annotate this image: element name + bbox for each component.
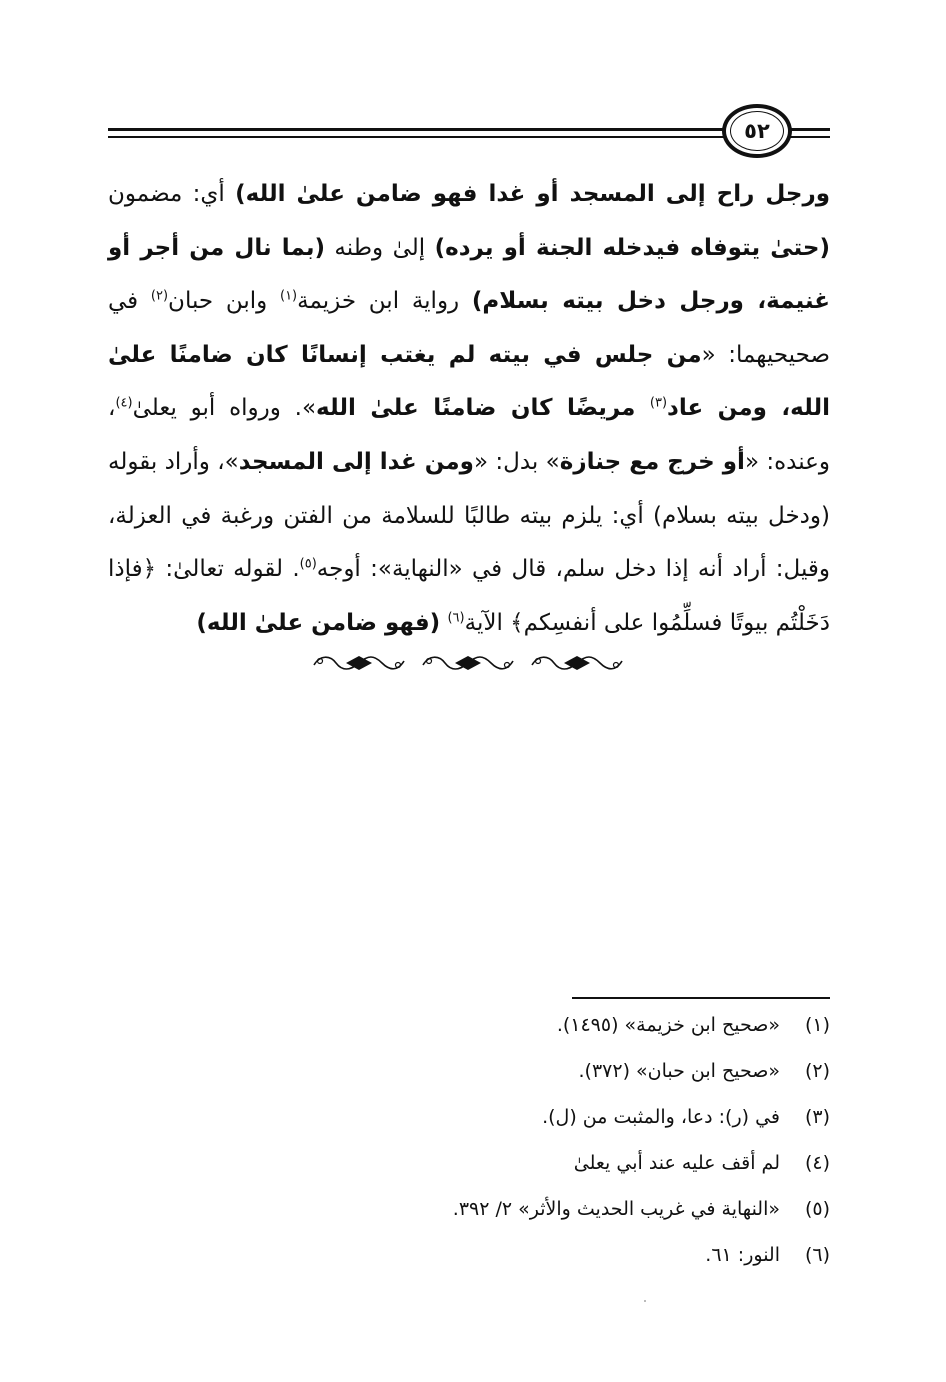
text-plain: أي: يلزم بيته طالبًا للسلامة من الفتن ورغبة في العزلة، وقيل: أراد أنه إذا دخل سلم، قال في «النهاية»: أوجه: [108, 502, 830, 583]
footnote-item: [300, 1194, 830, 1240]
text-bold: مريضًا كان ضامنًا علىٰ الله: [316, 395, 650, 422]
text-plain: رواية ابن خزيمة: [297, 288, 472, 315]
text-bold: ومن غدا إلى المسجد: [238, 448, 474, 475]
footnote-separator: [572, 997, 830, 999]
text-bold: أو خرج مع جنازة: [559, 448, 745, 475]
footnote-text: «النهاية في غريب الحديث والأثر» ٢/ ٣٩٢.: [452, 1198, 780, 1220]
footnote-ref-6[interactable]: (٦): [447, 610, 465, 626]
text-bold: من جلس في بيته لم يغتب إنسانًا كان ضامنًا علىٰ الله، ومن عاد: [108, 341, 830, 422]
flourish-icon: [419, 651, 517, 675]
footnote-item: [300, 1148, 830, 1194]
text-plain: أي: مضمون: [108, 181, 236, 207]
text-plain: » بدل: «: [473, 448, 560, 475]
footnote-number: (٤): [804, 1152, 830, 1174]
footnote-item: [300, 1240, 830, 1286]
footnote-number: (٥): [804, 1198, 830, 1220]
footnote-number: (١): [804, 1014, 830, 1036]
main-paragraph: [108, 168, 830, 650]
text-bold: ورجل راح إلى المسجد أو غدا فهو ضامن علىٰ الله): [235, 181, 830, 207]
footnote-list: [300, 1010, 830, 1286]
footnote-ref-1[interactable]: (١): [279, 288, 298, 304]
footnote-text: النور: ٦١.: [705, 1244, 780, 1266]
footnote-item: [300, 1102, 830, 1148]
footnote-ref-2[interactable]: (٢): [150, 288, 169, 304]
text-plain: في صحيحيهما: «: [108, 288, 830, 368]
footnote-text: «صحيح ابن حبان» (٣٧٢).: [578, 1060, 780, 1082]
footnote-ref-3[interactable]: (٣): [649, 395, 668, 411]
text-bold: (بما نال من أجر أو غنيمة، ورجل دخل بيته بسلام): [108, 234, 830, 315]
footnote-text: «صحيح ابن خزيمة» (١٤٩٥).: [556, 1014, 780, 1036]
page-number: ٥٢: [730, 111, 784, 151]
text-plain: ، وعنده: «: [108, 395, 831, 475]
text-plain: (ودخل بيته بسلام): [653, 502, 830, 529]
text-plain: وابن حبان: [168, 288, 280, 315]
footnote-text: لم أقف عليه عند أبي يعلىٰ: [573, 1152, 780, 1174]
footnote-number: (٦): [804, 1244, 830, 1266]
text-bold: (فهو ضامن علىٰ الله): [196, 609, 441, 636]
flourish-icon: [528, 651, 626, 675]
flourish-icon: [310, 651, 408, 675]
scan-speck: [644, 1300, 646, 1302]
text-plain: إلىٰ وطنه: [324, 234, 435, 261]
text-plain: . لقوله تعالىٰ: ﴿فإذا دَخَلْتُم بيوتًا فسلِّمُوا على أنفسِكم﴾ الآية: [108, 556, 830, 636]
footnote-item: [300, 1056, 830, 1102]
footnote-text: في (ر): دعا، والمثبت من (ل).: [542, 1106, 780, 1128]
page-number-badge: [722, 104, 792, 158]
footnote-number: (٣): [804, 1106, 830, 1128]
text-plain: »، وأراد بقوله: [108, 448, 239, 475]
text-bold: (حتىٰ يتوفاه فيدخله الجنة أو يرده): [434, 234, 830, 261]
section-divider-ornament: [310, 648, 626, 678]
footnote-ref-4[interactable]: (٤): [115, 395, 133, 411]
footnote-number: (٢): [804, 1060, 830, 1082]
footnote-ref-5[interactable]: (٥): [299, 556, 317, 572]
footnote-item: [300, 1010, 830, 1056]
text-plain: ». ورواه أبو يعلىٰ: [132, 395, 317, 422]
